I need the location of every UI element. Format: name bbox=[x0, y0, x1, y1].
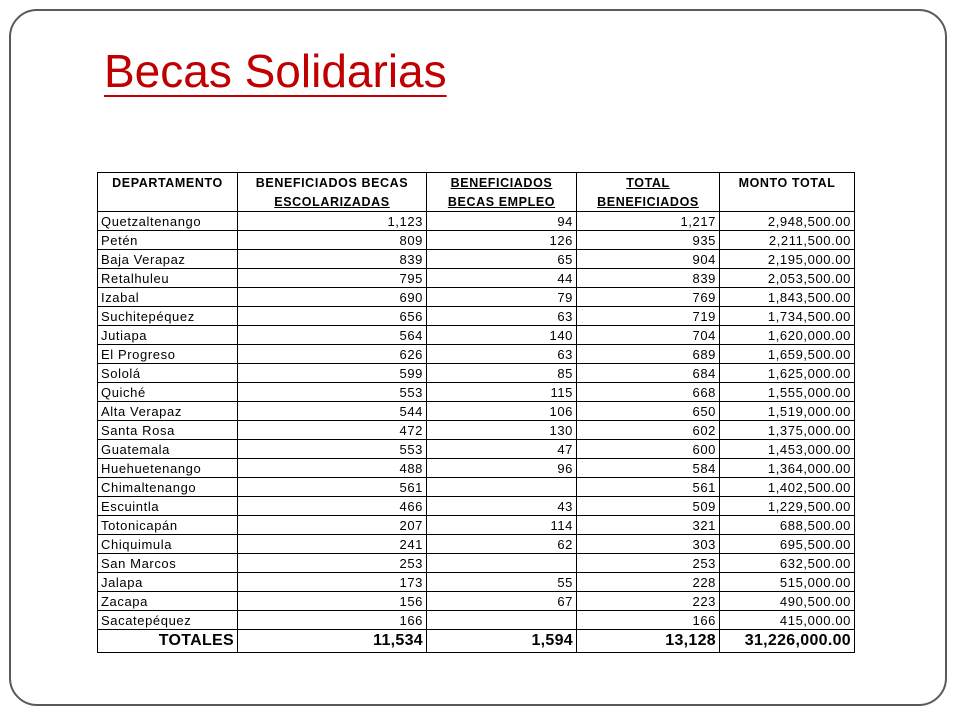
cell-departamento: Chiquimula bbox=[98, 535, 238, 554]
totals-escolarizadas: 11,534 bbox=[238, 630, 427, 653]
cell-total-beneficiados: 1,217 bbox=[577, 212, 720, 231]
header-monto-total: MONTO TOTAL bbox=[720, 173, 855, 193]
cell-escolarizadas: 166 bbox=[238, 611, 427, 630]
cell-departamento: Baja Verapaz bbox=[98, 250, 238, 269]
cell-monto-total: 1,402,500.00 bbox=[720, 478, 855, 497]
header-becas-empleo-text: BECAS EMPLEO bbox=[447, 194, 556, 209]
table-row bbox=[98, 459, 855, 478]
table-row bbox=[98, 497, 855, 516]
cell-total-beneficiados: 602 bbox=[577, 421, 720, 440]
cell-monto-total: 490,500.00 bbox=[720, 592, 855, 611]
cell-monto-total: 1,734,500.00 bbox=[720, 307, 855, 326]
cell-escolarizadas: 544 bbox=[238, 402, 427, 421]
cell-monto-total: 1,364,000.00 bbox=[720, 459, 855, 478]
cell-monto-total: 415,000.00 bbox=[720, 611, 855, 630]
cell-total-beneficiados: 228 bbox=[577, 573, 720, 592]
table-row bbox=[98, 212, 855, 231]
cell-escolarizadas: 173 bbox=[238, 573, 427, 592]
cell-monto-total: 2,948,500.00 bbox=[720, 212, 855, 231]
cell-escolarizadas: 561 bbox=[238, 478, 427, 497]
cell-becas-empleo: 63 bbox=[427, 307, 577, 326]
cell-total-beneficiados: 689 bbox=[577, 345, 720, 364]
cell-becas-empleo bbox=[427, 478, 577, 497]
header-monto-total-cont bbox=[720, 192, 855, 212]
table-row bbox=[98, 288, 855, 307]
table-row bbox=[98, 421, 855, 440]
slide-title: Becas Solidarias bbox=[104, 45, 447, 97]
cell-monto-total: 1,620,000.00 bbox=[720, 326, 855, 345]
cell-total-beneficiados: 650 bbox=[577, 402, 720, 421]
cell-monto-total: 1,659,500.00 bbox=[720, 345, 855, 364]
cell-departamento: Sacatepéquez bbox=[98, 611, 238, 630]
cell-monto-total: 1,375,000.00 bbox=[720, 421, 855, 440]
table-row bbox=[98, 402, 855, 421]
cell-escolarizadas: 207 bbox=[238, 516, 427, 535]
cell-becas-empleo: 43 bbox=[427, 497, 577, 516]
cell-total-beneficiados: 935 bbox=[577, 231, 720, 250]
table-row bbox=[98, 345, 855, 364]
cell-monto-total: 1,453,000.00 bbox=[720, 440, 855, 459]
cell-becas-empleo bbox=[427, 611, 577, 630]
cell-becas-empleo: 67 bbox=[427, 592, 577, 611]
header-beneficiados-text: BENEFICIADOS bbox=[450, 175, 553, 190]
cell-departamento: Sololá bbox=[98, 364, 238, 383]
cell-monto-total: 2,195,000.00 bbox=[720, 250, 855, 269]
cell-becas-empleo: 62 bbox=[427, 535, 577, 554]
cell-becas-empleo: 126 bbox=[427, 231, 577, 250]
cell-monto-total: 1,519,000.00 bbox=[720, 402, 855, 421]
header-beneficiados bbox=[427, 173, 577, 193]
cell-escolarizadas: 553 bbox=[238, 383, 427, 402]
cell-departamento: Quiché bbox=[98, 383, 238, 402]
table-row bbox=[98, 231, 855, 250]
header-becas-empleo bbox=[427, 192, 577, 212]
cell-departamento: Petén bbox=[98, 231, 238, 250]
cell-becas-empleo: 140 bbox=[427, 326, 577, 345]
cell-becas-empleo: 85 bbox=[427, 364, 577, 383]
cell-monto-total: 2,211,500.00 bbox=[720, 231, 855, 250]
cell-departamento: El Progreso bbox=[98, 345, 238, 364]
cell-total-beneficiados: 223 bbox=[577, 592, 720, 611]
cell-escolarizadas: 553 bbox=[238, 440, 427, 459]
cell-departamento: Jalapa bbox=[98, 573, 238, 592]
cell-total-beneficiados: 321 bbox=[577, 516, 720, 535]
cell-departamento: Alta Verapaz bbox=[98, 402, 238, 421]
table-row bbox=[98, 573, 855, 592]
cell-departamento: Quetzaltenango bbox=[98, 212, 238, 231]
table-body bbox=[98, 212, 855, 630]
cell-escolarizadas: 156 bbox=[238, 592, 427, 611]
cell-total-beneficiados: 166 bbox=[577, 611, 720, 630]
cell-becas-empleo: 44 bbox=[427, 269, 577, 288]
cell-monto-total: 2,053,500.00 bbox=[720, 269, 855, 288]
cell-total-beneficiados: 684 bbox=[577, 364, 720, 383]
table-row bbox=[98, 326, 855, 345]
cell-becas-empleo: 115 bbox=[427, 383, 577, 402]
cell-escolarizadas: 241 bbox=[238, 535, 427, 554]
cell-becas-empleo bbox=[427, 554, 577, 573]
header-departamento: DEPARTAMENTO bbox=[98, 173, 238, 193]
cell-becas-empleo: 106 bbox=[427, 402, 577, 421]
totals-row bbox=[98, 630, 855, 653]
cell-becas-empleo: 130 bbox=[427, 421, 577, 440]
table-row bbox=[98, 383, 855, 402]
header-total-beneficiados bbox=[577, 192, 720, 212]
cell-becas-empleo: 94 bbox=[427, 212, 577, 231]
totals-label: TOTALES bbox=[98, 630, 238, 653]
cell-escolarizadas: 626 bbox=[238, 345, 427, 364]
cell-total-beneficiados: 600 bbox=[577, 440, 720, 459]
table-row bbox=[98, 592, 855, 611]
table-row bbox=[98, 535, 855, 554]
scholarship-table bbox=[97, 172, 855, 653]
cell-escolarizadas: 488 bbox=[238, 459, 427, 478]
cell-departamento: Chimaltenango bbox=[98, 478, 238, 497]
table-footer bbox=[98, 630, 855, 653]
cell-total-beneficiados: 668 bbox=[577, 383, 720, 402]
cell-monto-total: 1,843,500.00 bbox=[720, 288, 855, 307]
cell-becas-empleo: 65 bbox=[427, 250, 577, 269]
cell-total-beneficiados: 561 bbox=[577, 478, 720, 497]
cell-total-beneficiados: 253 bbox=[577, 554, 720, 573]
cell-escolarizadas: 472 bbox=[238, 421, 427, 440]
cell-monto-total: 1,625,000.00 bbox=[720, 364, 855, 383]
cell-becas-empleo: 96 bbox=[427, 459, 577, 478]
table-row bbox=[98, 554, 855, 573]
header-escolarizadas bbox=[238, 192, 427, 212]
cell-becas-empleo: 63 bbox=[427, 345, 577, 364]
cell-departamento: Guatemala bbox=[98, 440, 238, 459]
cell-departamento: Izabal bbox=[98, 288, 238, 307]
cell-escolarizadas: 690 bbox=[238, 288, 427, 307]
table-row bbox=[98, 478, 855, 497]
cell-escolarizadas: 564 bbox=[238, 326, 427, 345]
cell-departamento: Santa Rosa bbox=[98, 421, 238, 440]
cell-escolarizadas: 1,123 bbox=[238, 212, 427, 231]
header-beneficiados-becas: BENEFICIADOS BECAS bbox=[238, 173, 427, 193]
cell-departamento: Suchitepéquez bbox=[98, 307, 238, 326]
cell-total-beneficiados: 719 bbox=[577, 307, 720, 326]
totals-beneficiados: 13,128 bbox=[577, 630, 720, 653]
table-row bbox=[98, 364, 855, 383]
cell-escolarizadas: 466 bbox=[238, 497, 427, 516]
header-departamento-cont bbox=[98, 192, 238, 212]
cell-monto-total: 695,500.00 bbox=[720, 535, 855, 554]
cell-total-beneficiados: 584 bbox=[577, 459, 720, 478]
cell-total-beneficiados: 303 bbox=[577, 535, 720, 554]
cell-escolarizadas: 795 bbox=[238, 269, 427, 288]
cell-departamento: Retalhuleu bbox=[98, 269, 238, 288]
cell-becas-empleo: 47 bbox=[427, 440, 577, 459]
totals-monto: 31,226,000.00 bbox=[720, 630, 855, 653]
header-escolarizadas-text: ESCOLARIZADAS bbox=[274, 194, 390, 209]
table-row bbox=[98, 611, 855, 630]
table-row bbox=[98, 516, 855, 535]
cell-monto-total: 688,500.00 bbox=[720, 516, 855, 535]
table-header bbox=[98, 173, 855, 212]
cell-departamento: Totonicapán bbox=[98, 516, 238, 535]
cell-departamento: Zacapa bbox=[98, 592, 238, 611]
cell-monto-total: 1,229,500.00 bbox=[720, 497, 855, 516]
cell-escolarizadas: 809 bbox=[238, 231, 427, 250]
cell-becas-empleo: 55 bbox=[427, 573, 577, 592]
cell-escolarizadas: 656 bbox=[238, 307, 427, 326]
header-total-text: TOTAL bbox=[626, 175, 670, 190]
header-total bbox=[577, 173, 720, 193]
cell-total-beneficiados: 769 bbox=[577, 288, 720, 307]
cell-monto-total: 632,500.00 bbox=[720, 554, 855, 573]
table-row bbox=[98, 269, 855, 288]
cell-becas-empleo: 79 bbox=[427, 288, 577, 307]
cell-total-beneficiados: 509 bbox=[577, 497, 720, 516]
cell-departamento: Huehuetenango bbox=[98, 459, 238, 478]
cell-escolarizadas: 839 bbox=[238, 250, 427, 269]
cell-departamento: Jutiapa bbox=[98, 326, 238, 345]
cell-departamento: San Marcos bbox=[98, 554, 238, 573]
totals-becas-empleo: 1,594 bbox=[427, 630, 577, 653]
cell-monto-total: 515,000.00 bbox=[720, 573, 855, 592]
table-row bbox=[98, 250, 855, 269]
cell-monto-total: 1,555,000.00 bbox=[720, 383, 855, 402]
cell-departamento: Escuintla bbox=[98, 497, 238, 516]
table-row bbox=[98, 440, 855, 459]
cell-total-beneficiados: 904 bbox=[577, 250, 720, 269]
cell-escolarizadas: 599 bbox=[238, 364, 427, 383]
header-total-beneficiados-text: BENEFICIADOS bbox=[597, 194, 699, 209]
table-row bbox=[98, 307, 855, 326]
cell-total-beneficiados: 704 bbox=[577, 326, 720, 345]
cell-total-beneficiados: 839 bbox=[577, 269, 720, 288]
cell-escolarizadas: 253 bbox=[238, 554, 427, 573]
cell-becas-empleo: 114 bbox=[427, 516, 577, 535]
